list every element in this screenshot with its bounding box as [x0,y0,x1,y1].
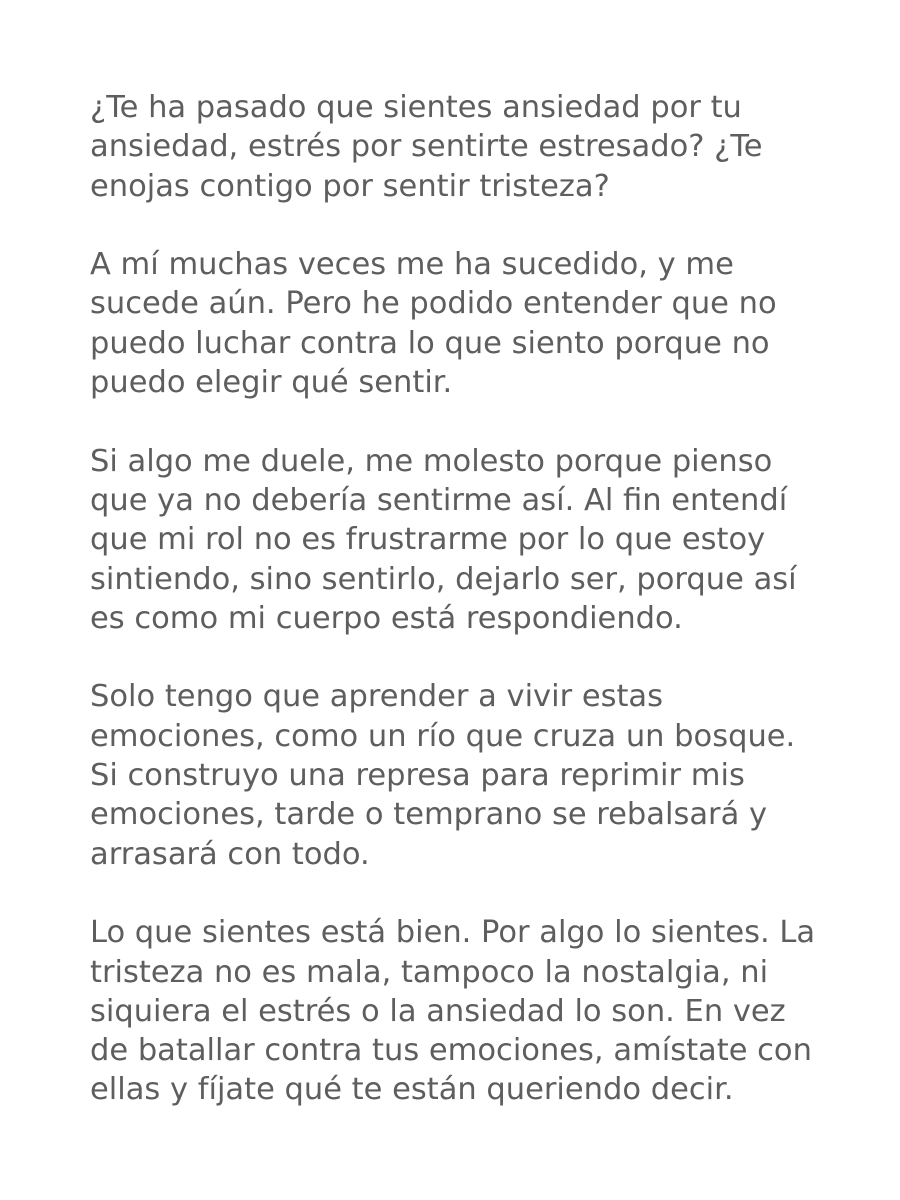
text-line: sucede aún. Pero he podido entender que no [90,286,777,322]
text-line: de batallar contra tus emociones, amístate con [90,1033,812,1069]
text-line: sintiendo, sino sentirlo, dejarlo ser, porque así [90,561,797,597]
text-line: que mi rol no es frustrarme por lo que estoy [90,522,766,558]
paragraph-2 [90,245,810,402]
text-line: Solo tengo que aprender a vivir estas [90,679,664,715]
text-line: es como mi cuerpo está respondiendo. [90,600,683,636]
text-line: Lo que sientes está bien. Por algo lo sientes. La [90,915,816,951]
text-line: Si algo me duele, me molesto porque pienso [90,443,773,479]
paragraph-3 [90,442,810,638]
text-line: ¿Te ha pasado que sientes ansiedad por tu [90,90,742,125]
text-line: puedo luchar contra lo que siento porque no [90,325,770,361]
text-line: ellas y fíjate qué te están queriendo decir. [90,1072,734,1108]
text-line: enojas contigo por sentir tristeza? [90,168,610,204]
text-line: A mí muchas veces me ha sucedido, y me [90,247,734,283]
paragraph-5 [90,913,816,1109]
paragraph-1 [90,88,810,206]
text-line: emociones, como un río que cruza un bosque. [90,718,796,754]
text-line: que ya no debería sentirme así. Al fin entendí [90,482,788,518]
text-line: tristeza no es mala, tampoco la nostalgia, ni [90,954,769,990]
paragraph-4 [90,677,810,873]
text-line: siquiera el estrés o la ansiedad lo son. En vez [90,993,786,1029]
text-line: ansiedad, estrés por sentirte estresado? ¿Te [90,129,763,165]
document-body [90,88,816,1149]
text-line: emociones, tarde o temprano se rebalsará y [90,797,768,833]
text-line: Si construyo una represa para reprimir mis [90,758,745,794]
text-line: puedo elegir qué sentir. [90,365,453,401]
text-line: arrasará con todo. [90,836,370,872]
